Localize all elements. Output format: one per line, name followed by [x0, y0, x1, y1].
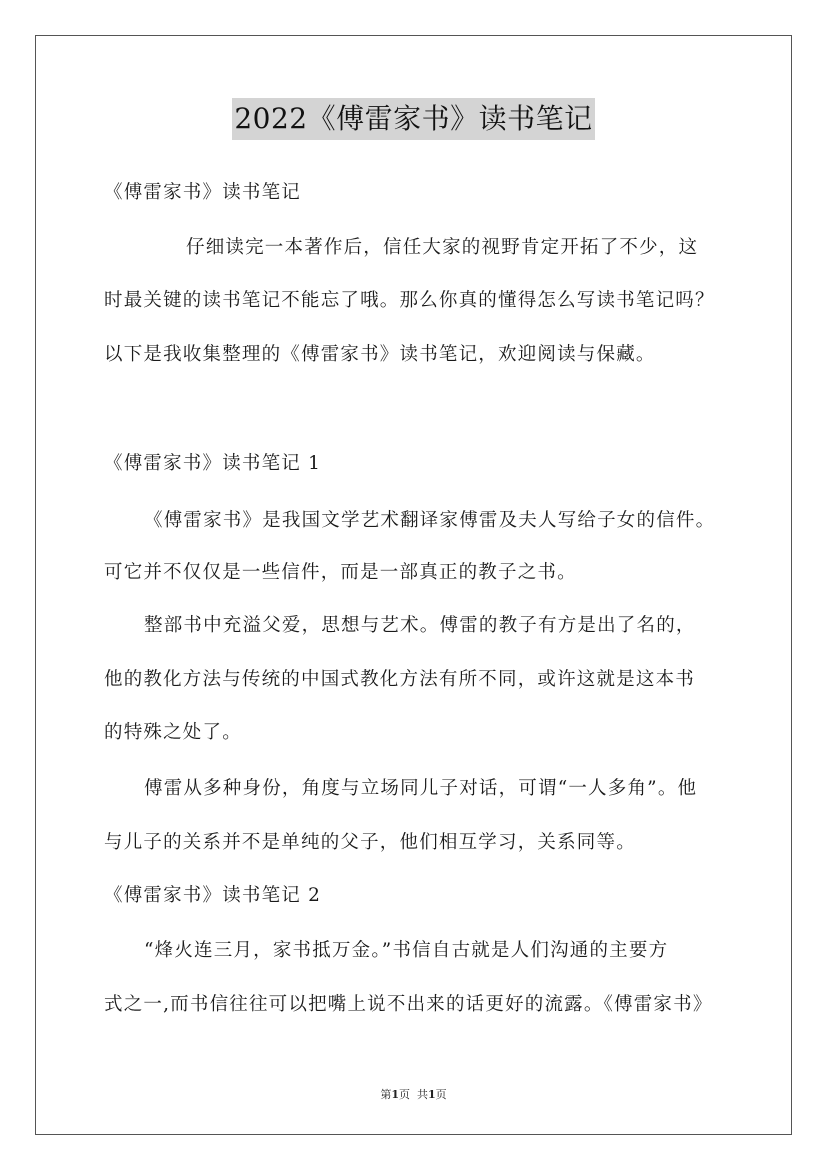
intro-heading: 《傅雷家书》读书笔记	[104, 182, 302, 203]
para-2-line-1: 整部书中充溢父爱，思想与艺术。傅雷的教子有方是出了名的，	[144, 615, 696, 636]
para-2-line-3: 的特殊之处了。	[104, 722, 242, 743]
para-2-line-2: 他的教化方法与传统的中国式教化方法有所不同，或许这就是这本书	[104, 669, 696, 690]
para-1-line-2: 可它并不仅仅是一些信件，而是一部真正的教子之书。	[104, 562, 577, 583]
footer-page-prefix: 第	[380, 1088, 392, 1101]
para-4-line-2: 式之一,而书信往往可以把嘴上说不出来的话更好的流露。《傅雷家书》	[104, 994, 713, 1015]
para-4-line-1: “烽火连三月，家书抵万金。”书信自古就是人们沟通的主要方	[144, 940, 669, 961]
footer-total-prefix: 共	[417, 1088, 428, 1101]
page-footer	[0, 1086, 827, 1102]
intro-line-2: 时最关键的读书笔记不能忘了哦。那么你真的懂得怎么写读书笔记吗？	[104, 290, 715, 311]
intro-line-3: 以下是我收集整理的《傅雷家书》读书笔记，欢迎阅读与保藏。	[104, 344, 656, 365]
para-3-line-1: 傅雷从多种身份，角度与立场同儿子对话，可谓“一人多角”。他	[144, 778, 698, 799]
document-title: 2022《傅雷家书》读书笔记	[232, 98, 594, 140]
para-1-line-1: 《傅雷家书》是我国文学艺术翻译家傅雷及夫人写给子女的信件。	[144, 510, 716, 531]
footer-total-number: 1	[428, 1088, 436, 1101]
para-3-line-2: 与儿子的关系并不是单纯的父子，他们相互学习，关系同等。	[104, 832, 636, 853]
title-container	[0, 98, 827, 140]
footer-page-suffix: 页	[399, 1088, 410, 1101]
footer-page-number: 1	[391, 1088, 399, 1101]
section-heading-1: 《傅雷家书》读书笔记 1	[104, 453, 322, 474]
section-heading-2: 《傅雷家书》读书笔记 2	[104, 885, 322, 906]
footer-total-suffix: 页	[435, 1088, 447, 1101]
intro-line-1: 仔细读完一本著作后，信任大家的视野肯定开拓了不少，这	[186, 237, 699, 258]
